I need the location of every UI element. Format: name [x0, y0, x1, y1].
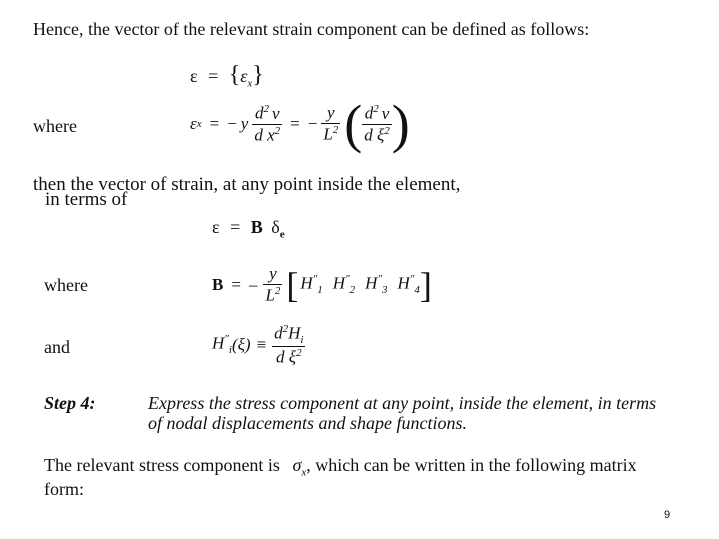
sup: 2 — [282, 322, 289, 335]
Hi-derivative-fraction — [272, 323, 305, 368]
sub: 3 — [382, 284, 388, 297]
d: d — [274, 323, 283, 343]
d: d — [254, 125, 263, 145]
relevant-stress-line-2: form: — [44, 479, 84, 499]
H1-term — [300, 273, 322, 296]
H: H — [288, 323, 301, 343]
subscript-x: x — [196, 118, 202, 130]
B-matrix: B — [250, 217, 263, 237]
equals-sign: = — [208, 66, 219, 86]
subscript-x: x — [247, 77, 253, 90]
sup: ″ — [409, 273, 415, 286]
relevant-text-a: The relevant stress component is — [44, 455, 280, 475]
x: x — [267, 125, 275, 145]
y-over-L2-fraction — [263, 264, 282, 306]
equals-sign-2: = — [290, 114, 300, 133]
d: d — [364, 103, 374, 123]
epsilon-symbol: ε — [212, 217, 220, 237]
H: H — [212, 334, 225, 354]
sup: 2 — [384, 124, 390, 137]
B-matrix-equation — [212, 262, 432, 308]
y: y — [327, 103, 335, 123]
xi: ξ — [288, 347, 297, 367]
equals-sign: = — [231, 275, 241, 294]
H: H — [397, 274, 410, 294]
minus-sign: − — [227, 114, 237, 133]
sup: 2 — [373, 102, 379, 115]
H: H — [300, 274, 313, 294]
y: y — [269, 264, 277, 284]
d: d — [276, 347, 285, 367]
left-brace: { — [228, 62, 241, 88]
sup: ″ — [345, 273, 350, 286]
sup: 2 — [296, 346, 302, 359]
H2-term — [333, 273, 355, 296]
page-number: 9 — [664, 509, 671, 521]
xi-argument: (ξ) — [231, 335, 251, 354]
second-derivative-fraction — [252, 103, 282, 145]
sup: 2 — [263, 102, 269, 115]
epsilon-x: ε — [240, 66, 248, 86]
sigma: σ — [292, 455, 302, 475]
B-matrix: B — [212, 275, 224, 294]
equiv-sign: ≡ — [256, 335, 267, 354]
d: d — [364, 125, 373, 145]
H-i-term — [212, 333, 232, 356]
y-var: y — [240, 114, 249, 133]
H3-term — [365, 273, 387, 296]
L: L — [265, 285, 275, 305]
step-text-line-2: of nodal displacements and shape functions. — [148, 413, 467, 433]
where-label-1: where — [33, 116, 77, 136]
left-paren: ( — [344, 94, 363, 154]
then-text-cut — [33, 189, 128, 210]
sub: 1 — [317, 284, 323, 297]
v: v — [381, 103, 390, 123]
and-label: and — [44, 337, 70, 357]
H-second-derivative-equation — [212, 322, 305, 368]
delta-symbol: δ — [271, 217, 280, 237]
right-brace: } — [252, 62, 264, 88]
xi-derivative-fraction — [362, 103, 392, 145]
minus-sign: – — [248, 275, 258, 294]
sup: 2 — [332, 124, 339, 137]
strain-vector-equation — [190, 62, 264, 90]
y-over-L2-fraction — [321, 103, 340, 145]
sub: x — [301, 466, 307, 479]
right-bracket: ] — [419, 265, 432, 305]
sup: 2 — [274, 124, 281, 137]
step-text-line-1: Express the stress component at any point, inside the element, in terms — [148, 393, 657, 413]
sup: 2 — [274, 285, 281, 298]
subscript-e: e — [279, 228, 285, 241]
step-label: Step 4: — [44, 393, 96, 413]
sup: ″ — [224, 333, 229, 346]
then-text: then the vector of strain, at any point inside the element, — [33, 174, 461, 195]
epsilon-x-lhs: ε — [190, 114, 197, 133]
L: L — [323, 124, 333, 144]
left-bracket: [ — [286, 265, 299, 305]
sup: ″ — [377, 273, 383, 286]
v: v — [271, 103, 280, 123]
strain-nodal-equation — [212, 217, 285, 241]
right-paren: ) — [391, 94, 410, 154]
sigma-x — [292, 455, 307, 479]
H: H — [332, 274, 346, 294]
sub: 4 — [414, 284, 420, 297]
epsilon-symbol: ε — [190, 66, 198, 86]
d: d — [254, 103, 264, 123]
strain-definition-equation — [190, 94, 410, 154]
xi: ξ — [377, 125, 385, 145]
H: H — [365, 274, 378, 294]
H4-term — [398, 273, 420, 296]
sub: i — [228, 344, 232, 357]
sub: 2 — [349, 284, 356, 297]
minus-sign-2: − — [307, 114, 318, 133]
equals-sign: = — [230, 217, 241, 237]
cut-line-text: in terms of — [45, 189, 128, 210]
relevant-text-b: , which can be written in the following matrix — [306, 455, 637, 475]
sub: i — [300, 333, 304, 346]
intro-text: Hence, the vector of the relevant strain component can be defined as follows: — [33, 19, 590, 39]
where-label-2: where — [44, 275, 88, 295]
equals-sign: = — [209, 114, 220, 133]
relevant-stress-line-1 — [44, 455, 637, 479]
sup: ″ — [312, 273, 318, 286]
